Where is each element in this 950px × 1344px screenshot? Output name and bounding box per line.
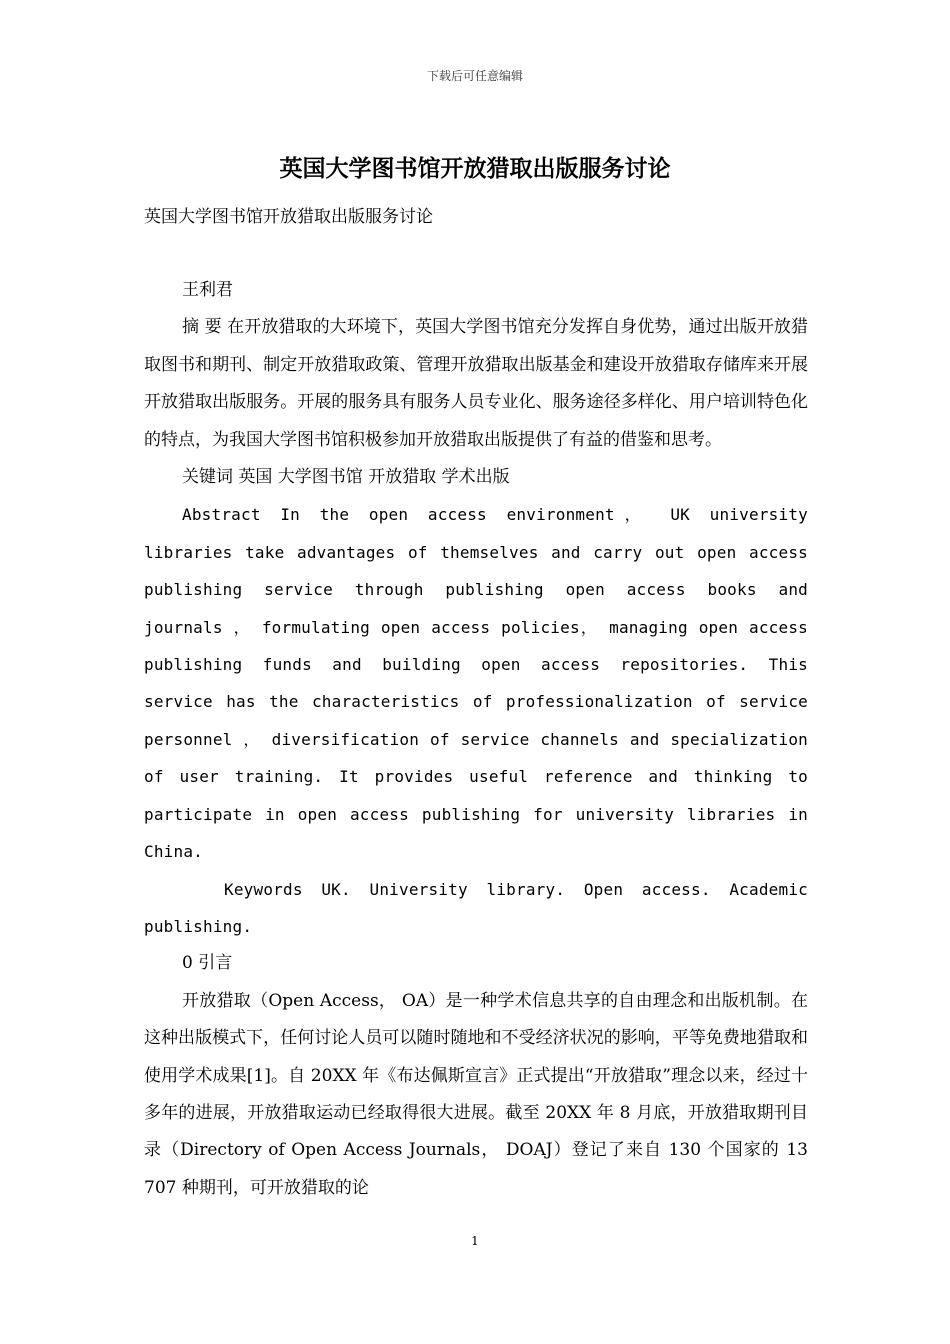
document-body (144, 272, 808, 1207)
abstract-english: Abstract In the open access environment， UK university libraries take advantages of themselves and carry out open access publishing service through publishing open access books and journals ， formulating open access policies， managing open access publishing funds and building open access repositories. This service has the characteristics of professionalization of service personnel ， diversification of service channels and specialization of user training. It provides useful reference and thinking to participate in open access publishing for university libraries in China. (144, 505, 808, 862)
intro-paragraph: 开放猎取（Open Access， OA）是一种学术信息共享的自由理念和出版机制。在这种出版模式下，任何讨论人员可以随时随地和不受经济状况的影响，平等免费地猎取和使用学术成果[1]。自 20XX 年《布达佩斯宣言》正式提出“开放猎取”理念以来，经过十多年的进展，开放猎取运动已经取得很大进展。截至 20XX 年 8 月底，开放猎取期刊目录（Directory of Open Access Journals， DOAJ）登记了来自 130 个国家的 13 707 种期刊，可开放猎取的论 (144, 990, 808, 1198)
document-title: 英国大学图书馆开放猎取出版服务讨论 (279, 156, 671, 182)
keywords-english: Keywords UK. University library. Open access. Academic publishing. (144, 879, 808, 936)
keywords-chinese: 关键词 英国 大学图书馆 开放猎取 学术出版 (182, 467, 510, 488)
section-heading: 0 引言 (182, 953, 233, 974)
abstract-chinese: 摘 要 在开放猎取的大环境下，英国大学图书馆充分发挥自身优势，通过出版开放猎取图书和期刊、制定开放猎取政策、管理开放猎取出版基金和建设开放猎取存储库来开展开放猎取出版服务。开展的服务具有服务人员专业化、服务途径多样化、用户培训特色化的特点，为我国大学图书馆积极参加开放猎取出版提供了有益的借鉴和思考。 (144, 317, 808, 450)
document-subtitle: 英国大学图书馆开放猎取出版服务讨论 (144, 207, 433, 227)
header-note: 下载后可任意编辑 (426, 69, 523, 83)
author-name: 王利君 (182, 280, 233, 300)
page-number: 1 (471, 1234, 479, 1248)
